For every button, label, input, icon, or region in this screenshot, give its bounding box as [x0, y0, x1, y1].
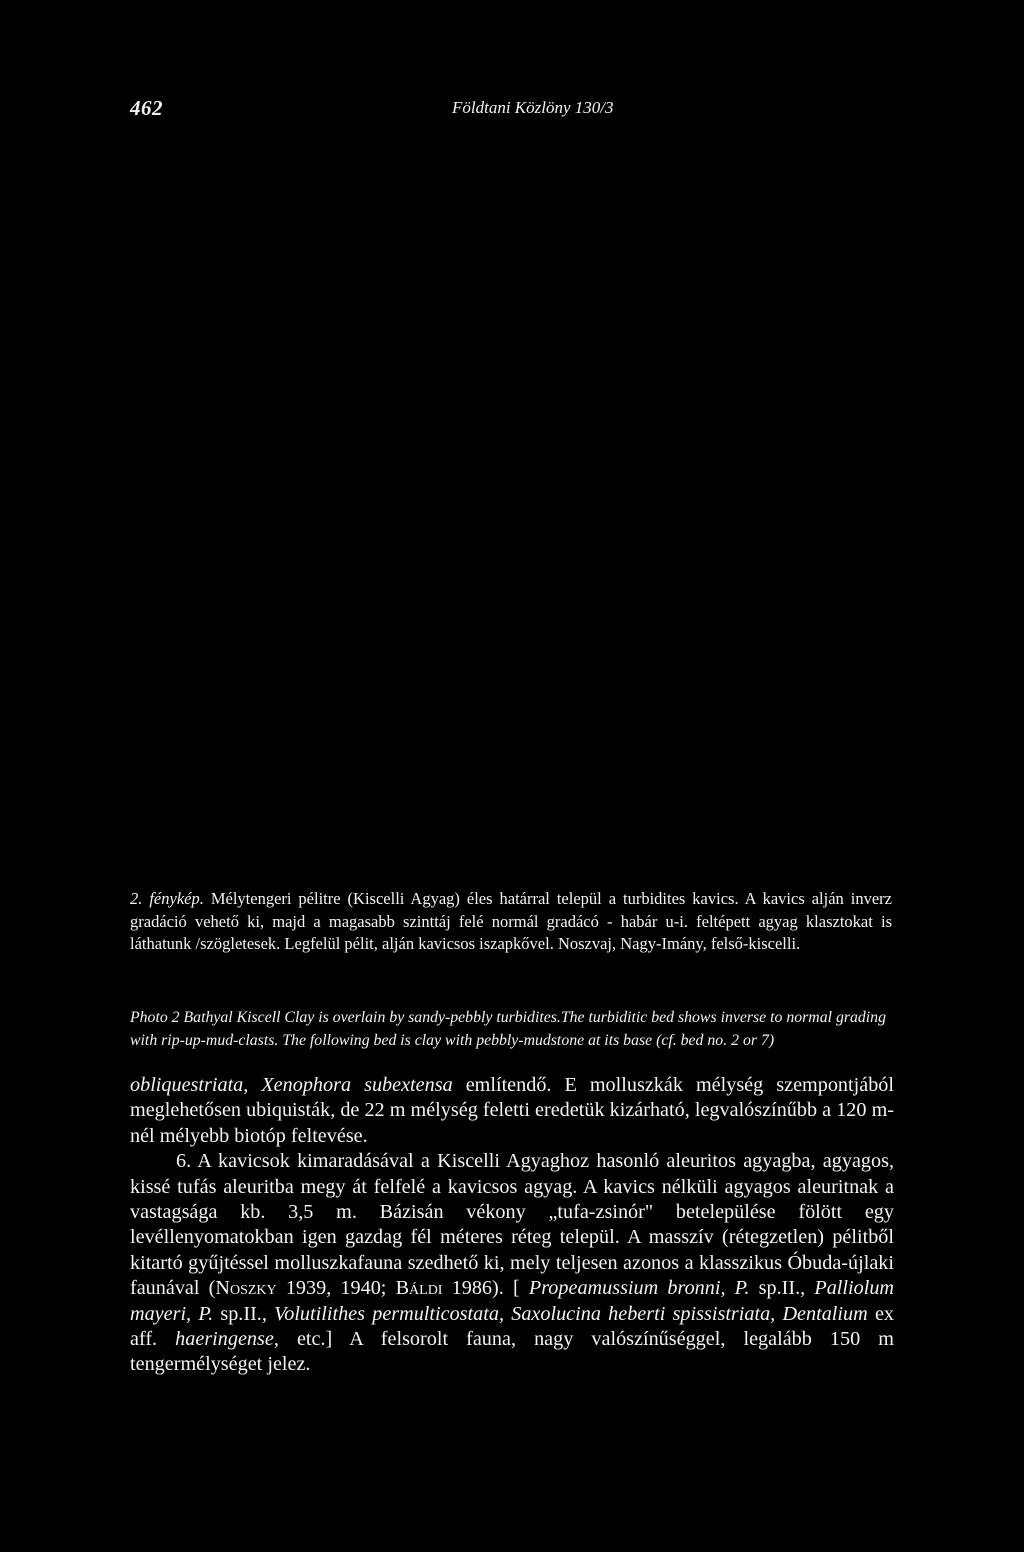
paragraph-text: 6. A kavicsok kimaradásával a Kiscelli Agyaghoz hasonló aleuritos agyagba, agyagos, kissé tufás aleuritba megy át felfelé a kavicsos agyag. A kavics nélküli agyagos aleuritnak a vastagsága kb. 3,5 m. Bázisán vékony „tufa-zsinór" betelepülése fölött egy levéllenyomatokban igen gazdag fél méteres réteg települ. A masszív (rétegzetlen) pélitből kitartó gyűjtéssel molluszkafauna szedhető ki, mely teljesen azonos a klasszikus Óbuda-újlaki faunával (: [130, 1150, 894, 1300]
taxon-name: Propeamussium bronni, P.: [528, 1277, 750, 1300]
paragraph-6: [130, 1149, 894, 1378]
paragraph-text: ex aff.: [130, 1302, 894, 1351]
caption-hungarian-text: Mélytengeri pélitre (Kiscelli Agyag) éles határral települ a turbidites kavics. A kavics alján inverz gradáció vehető ki, majd a magasabb szinttáj felé normál gradácó - habár u-i. feltépett agyag klasztokat is láthatunk /szögletesek. Legfelül pélit, alján kavicsos iszapkővel. Noszvaj, Nagy-Imány, felső-kiscelli.: [130, 889, 892, 953]
paragraph-text: említendő. E molluszkák mélység szempontjából meglehetősen ubiquisták, de 22 m mélység feletti eredetük kizárható, legvalószínűbb a 120 m-nél mélyebb biotóp feltevése.: [130, 1074, 894, 1147]
taxon-name: Volutilithes permulticostata, Saxolucina heberti spissistriata, Dentalium: [274, 1302, 868, 1325]
caption-label: 2. fénykép.: [130, 889, 204, 908]
page-header: [130, 96, 890, 126]
caption-english: Photo 2 Bathyal Kiscell Clay is overlain by sandy-pebbly turbidites.The turbiditic bed shows inverse to normal grading with rip-up-mud-clasts. The following bed is clay with pebbly-mudstone at its base (cf. bed no. 2 or 7): [130, 1009, 886, 1049]
taxon-name: Palliolum mayeri, P.: [130, 1277, 894, 1325]
author-citation: Báldi: [395, 1277, 443, 1300]
journal-title: Földtani Közlöny 130/3: [452, 98, 614, 117]
paragraph-text: sp.II.,: [749, 1277, 815, 1300]
body-text: [130, 1073, 894, 1378]
paragraph-text: 1939, 1940;: [276, 1277, 396, 1300]
caption-hungarian: [130, 888, 892, 956]
paragraph-text: sp.II.,: [213, 1302, 275, 1325]
paragraph-text: 1986). [: [442, 1277, 529, 1300]
taxon-name: haeringense: [175, 1328, 274, 1351]
author-citation: Noszky: [215, 1277, 277, 1300]
page-number: 462: [130, 96, 163, 120]
paragraph-text: , etc.] A felsorolt fauna, nagy valószínűséggel, legalább 150 m tengermélységet jelez.: [130, 1328, 894, 1376]
photo-placeholder: [130, 150, 894, 850]
taxon-names: obliquestriata, Xenophora subextensa: [130, 1074, 453, 1096]
paragraph-continuation: [130, 1073, 894, 1149]
